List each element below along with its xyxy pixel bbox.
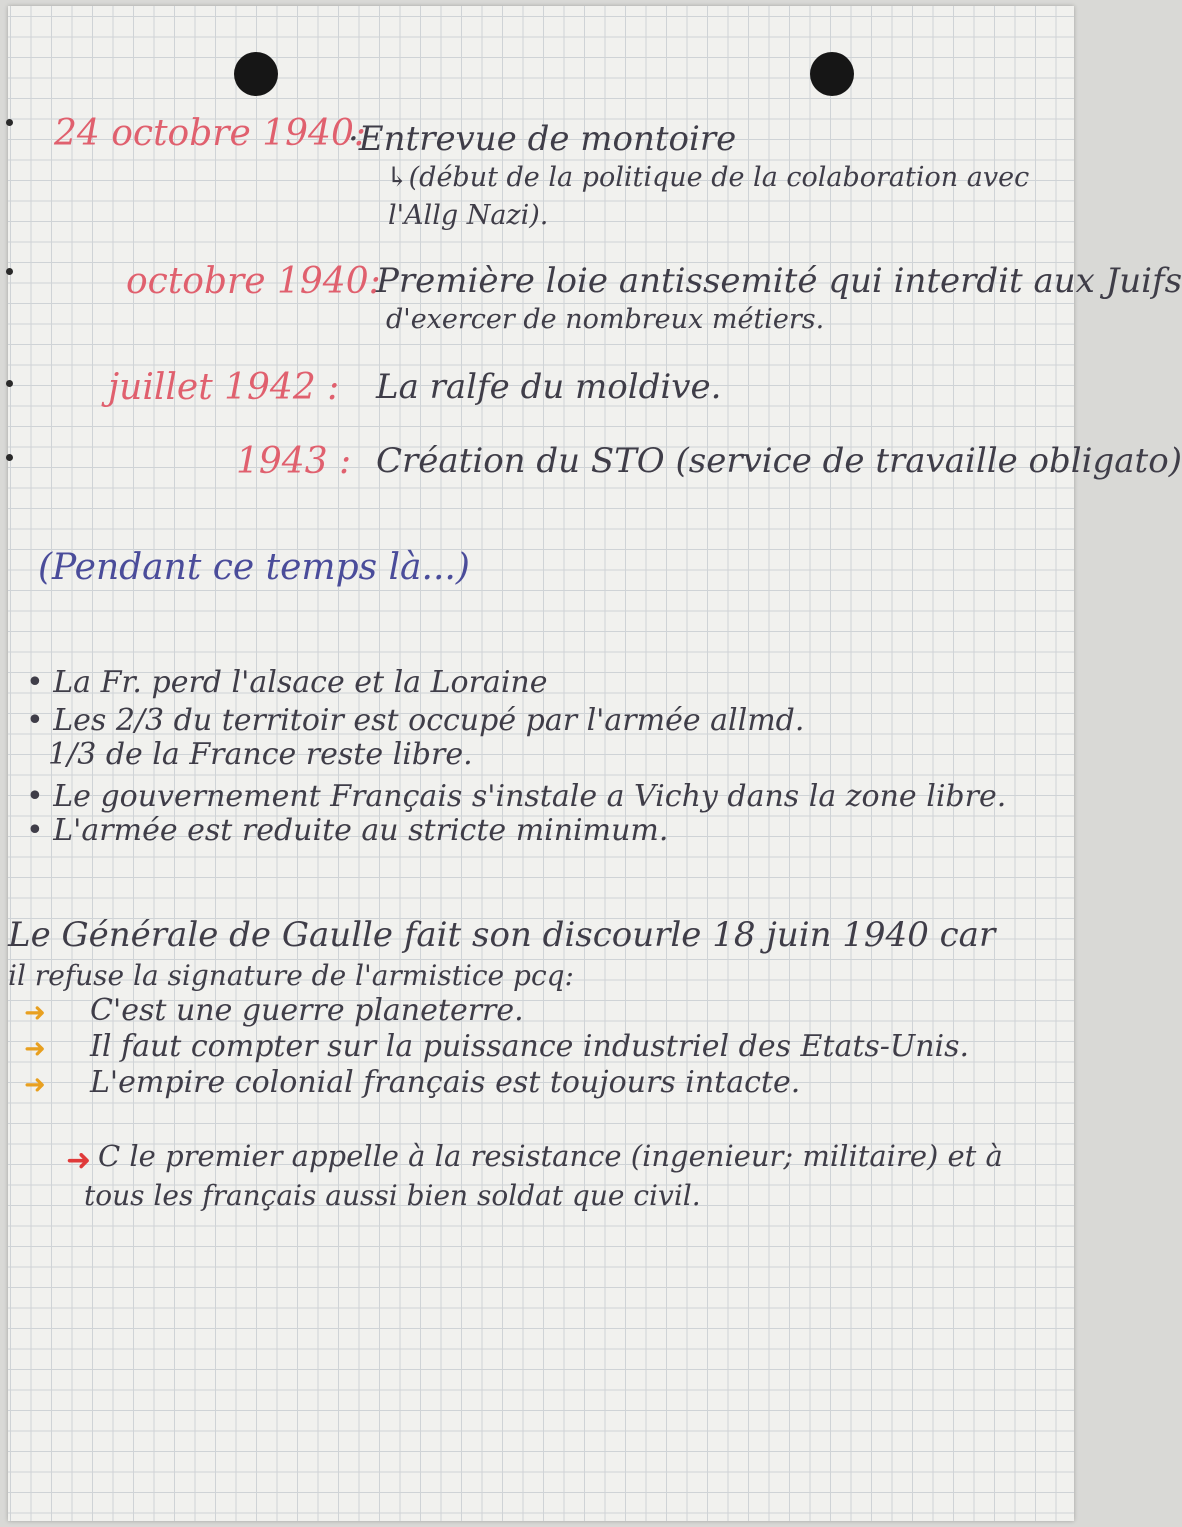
conclusion-line: C le premier appelle à la resistance (ingenieur; militaire) et à xyxy=(98,1139,1003,1173)
margin-dot xyxy=(6,454,13,461)
margin-dot xyxy=(6,380,13,387)
timeline-event: ·Entrevue de montoire xyxy=(348,119,737,159)
timeline-date: juillet 1942 : xyxy=(108,367,340,408)
timeline-event: Première loie antissemité qui interdit aux Juifs xyxy=(376,261,1182,301)
timeline-event: Création du STO (service de travaille obligato) xyxy=(376,441,1182,481)
paragraph-line: Le Générale de Gaulle fait son discourle 18 juin 1940 car xyxy=(8,915,996,955)
timeline-event: l'Allg Nazi). xyxy=(388,200,549,231)
margin-dot xyxy=(6,119,13,126)
punch-hole-right xyxy=(810,52,854,96)
notebook-page xyxy=(8,6,1182,1521)
arrow-right-icon: ➜ xyxy=(24,1070,46,1100)
timeline-event: ↳(début de la politique de la colaboration avec xyxy=(386,162,1030,193)
list-item: • L'armée est reduite au stricte minimum. xyxy=(26,813,669,848)
punch-hole-left xyxy=(234,52,278,96)
arrow-right-icon: ➜ xyxy=(66,1143,92,1178)
paragraph-line: il refuse la signature de l'armistice pcq: xyxy=(8,959,574,992)
list-item: 1/3 de la France reste libre. xyxy=(48,737,473,772)
list-item: • Les 2/3 du territoir est occupé par l'armée allmd. xyxy=(26,703,805,738)
timeline-date: 24 octobre 1940: xyxy=(54,113,366,154)
timeline-event: La ralfe du moldive. xyxy=(376,367,722,407)
timeline-date: octobre 1940: xyxy=(126,261,381,302)
list-item: • La Fr. perd l'alsace et la Loraine xyxy=(26,665,548,700)
arrow-right-icon: ➜ xyxy=(24,1034,46,1064)
margin-dot xyxy=(6,268,13,275)
reason-item: C'est une guerre planeterre. xyxy=(90,993,524,1028)
timeline-event: d'exercer de nombreux métiers. xyxy=(386,304,825,335)
timeline-date: 1943 : xyxy=(236,441,352,482)
conclusion-line: tous les français aussi bien soldat que civil. xyxy=(84,1179,701,1212)
arrow-right-icon: ➜ xyxy=(24,998,46,1028)
section-heading: (Pendant ce temps là...) xyxy=(38,547,470,588)
reason-item: L'empire colonial français est toujours intacte. xyxy=(90,1065,801,1100)
reason-item: Il faut compter sur la puissance industriel des Etats-Unis. xyxy=(90,1029,970,1064)
list-item: • Le gouvernement Français s'instale a Vichy dans la zone libre. xyxy=(26,779,1007,814)
